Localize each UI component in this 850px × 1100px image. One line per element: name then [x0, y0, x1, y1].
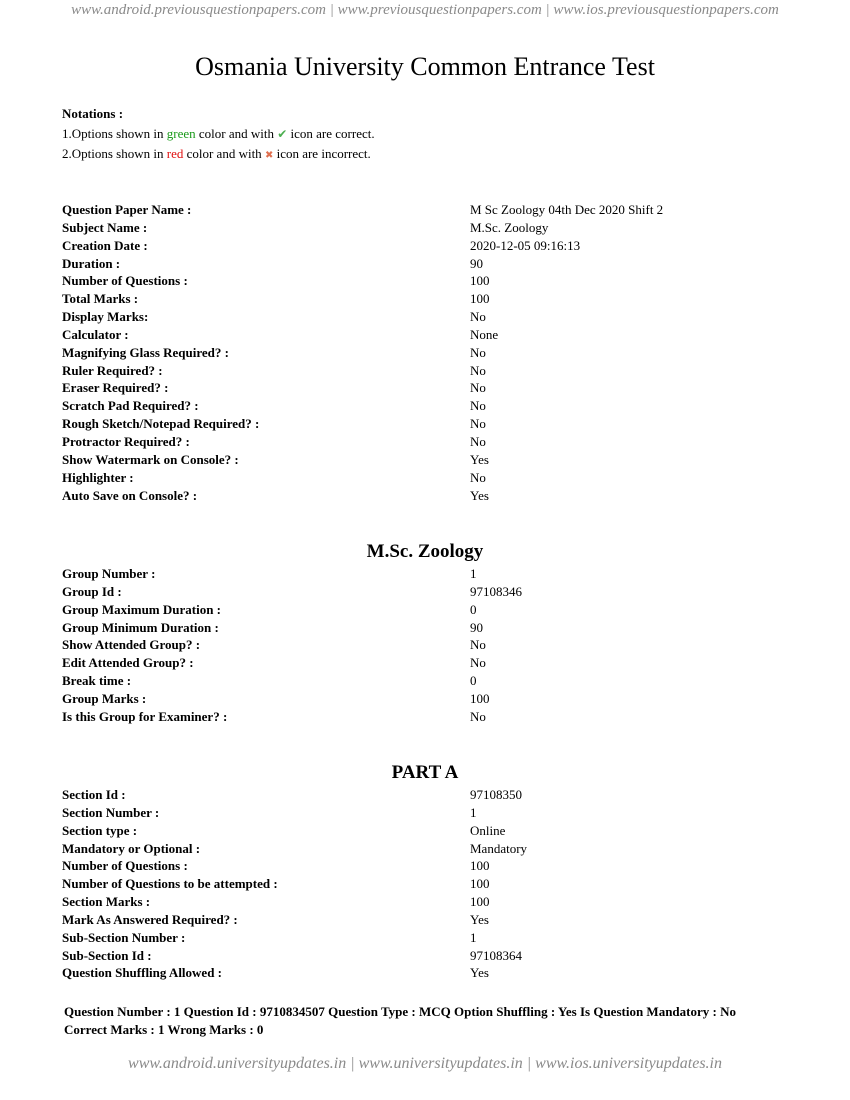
info-value: Yes	[470, 451, 489, 467]
info-row	[62, 911, 782, 929]
info-label: Duration :	[62, 255, 121, 271]
info-value: 2020-12-05 09:16:13	[470, 237, 581, 253]
info-value: 100	[470, 291, 490, 307]
info-row	[62, 344, 782, 362]
info-label: Mandatory or Optional :	[62, 840, 201, 856]
note-text: color and with	[195, 125, 278, 141]
info-label: Scratch Pad Required? :	[62, 398, 199, 414]
info-label: Section Marks :	[62, 894, 151, 910]
info-label: Total Marks :	[62, 291, 139, 307]
info-row	[62, 804, 782, 822]
info-value: M.Sc. Zoology	[470, 219, 549, 235]
info-label: Group Minimum Duration :	[62, 619, 219, 635]
info-label: Protractor Required? :	[62, 433, 190, 449]
info-label: Show Watermark on Console? :	[62, 451, 239, 467]
info-value: 97108346	[470, 583, 522, 599]
info-value: No	[470, 380, 486, 396]
note-text: 1.Options shown in	[62, 125, 167, 141]
group-info-table	[62, 565, 782, 726]
info-row	[62, 875, 782, 893]
info-row	[62, 255, 782, 273]
info-label: Group Number :	[62, 566, 156, 581]
info-value: 90	[470, 619, 483, 635]
info-label: Section Id :	[62, 787, 126, 802]
info-row	[62, 272, 782, 290]
info-label: Subject Name :	[62, 219, 148, 235]
info-value: 100	[470, 690, 490, 706]
info-value: Yes	[470, 965, 489, 981]
info-label: Creation Date :	[62, 237, 148, 253]
info-label: Mark As Answered Required? :	[62, 911, 238, 927]
info-value: 97108350	[470, 787, 522, 802]
info-row	[62, 415, 782, 433]
info-row	[62, 219, 782, 237]
info-row	[62, 237, 782, 255]
note-text: color and with	[183, 146, 265, 161]
info-value: Yes	[470, 911, 489, 927]
section-title: PART A	[391, 762, 459, 783]
info-label: Edit Attended Group? :	[62, 655, 194, 671]
group-title: M.Sc. Zoology	[366, 541, 484, 562]
cross-icon: ✖	[264, 150, 274, 161]
question-meta: Question Number : 1 Question Id : 9710834507 Question Type : MCQ Option Shuffling : Yes Is Question Mandatory : No	[64, 1004, 736, 1019]
info-row	[62, 690, 782, 708]
info-row	[62, 708, 782, 726]
info-value: Yes	[470, 487, 489, 503]
info-value: No	[470, 655, 486, 671]
info-value: Mandatory	[470, 840, 528, 856]
info-value: 100	[470, 894, 490, 910]
info-value: No	[470, 708, 486, 724]
info-value: 0	[470, 673, 477, 689]
red-word: red	[166, 146, 184, 161]
info-value: No	[470, 469, 486, 485]
info-value: 1	[470, 929, 477, 945]
info-label: Group Marks :	[62, 690, 147, 706]
info-value: No	[470, 433, 486, 449]
info-row	[62, 487, 782, 505]
info-row	[62, 893, 782, 911]
note-text: icon are incorrect.	[273, 146, 371, 161]
info-row	[62, 565, 782, 583]
info-row	[62, 857, 782, 875]
info-label: Rough Sketch/Notepad Required? :	[62, 416, 260, 432]
info-row	[62, 451, 782, 469]
info-value: 0	[470, 601, 477, 617]
info-label: Highlighter :	[62, 469, 134, 485]
info-label: Question Shuffling Allowed :	[62, 965, 223, 981]
paper-info-table	[62, 201, 782, 504]
info-row	[62, 786, 782, 804]
info-row	[62, 654, 782, 672]
info-value: 97108364	[470, 947, 522, 963]
info-label: Sub-Section Id :	[62, 947, 152, 963]
info-row	[62, 964, 782, 982]
info-label: Eraser Required? :	[62, 380, 169, 396]
info-label: Is this Group for Examiner? :	[62, 708, 228, 724]
info-row	[62, 379, 782, 397]
info-value: 1	[470, 566, 477, 581]
info-row	[62, 362, 782, 380]
info-value: Online	[470, 822, 506, 838]
info-row	[62, 929, 782, 947]
info-value: 100	[470, 858, 490, 874]
note-text: icon are correct.	[287, 125, 375, 141]
info-row	[62, 840, 782, 858]
info-value: 100	[470, 876, 490, 892]
info-label: Group Id :	[62, 583, 122, 599]
info-value: 90	[470, 255, 483, 271]
info-row	[62, 201, 782, 219]
question-header	[64, 1003, 736, 1039]
info-label: Magnifying Glass Required? :	[62, 344, 229, 360]
info-row	[62, 672, 782, 690]
info-label: Ruler Required? :	[62, 362, 163, 378]
info-row	[62, 636, 782, 654]
question-marks: Correct Marks : 1 Wrong Marks : 0	[64, 1022, 264, 1037]
note-text: 2.Options shown in	[62, 146, 167, 161]
page-title: Osmania University Common Entrance Test	[195, 52, 655, 81]
info-label: Sub-Section Number :	[62, 929, 186, 945]
info-value: No	[470, 344, 486, 360]
notations-heading: Notations :	[62, 106, 124, 121]
info-row	[62, 822, 782, 840]
info-value: M Sc Zoology 04th Dec 2020 Shift 2	[470, 202, 664, 217]
info-value: No	[470, 398, 486, 414]
info-row	[62, 326, 782, 344]
info-value: 100	[470, 273, 490, 289]
info-label: Number of Questions to be attempted :	[62, 876, 278, 892]
info-row	[62, 397, 782, 415]
info-value: 1	[470, 804, 477, 820]
info-row	[62, 308, 782, 326]
info-row	[62, 601, 782, 619]
info-label: Group Maximum Duration :	[62, 601, 222, 617]
info-value: No	[470, 362, 486, 378]
info-row	[62, 290, 782, 308]
info-row	[62, 433, 782, 451]
info-label: Number of Questions :	[62, 858, 188, 874]
section-info-table	[62, 786, 782, 982]
watermark-top: www.android.previousquestionpapers.com | www.previousquestionpapers.com | www.ios.previousquestionpapers.com	[71, 2, 779, 18]
info-label: Section Number :	[62, 804, 160, 820]
info-label: Auto Save on Console? :	[62, 487, 198, 503]
info-label: Question Paper Name :	[62, 202, 192, 217]
info-label: Display Marks:	[62, 309, 149, 325]
info-label: Show Attended Group? :	[62, 637, 201, 653]
info-row	[62, 583, 782, 601]
green-word: green	[166, 125, 196, 141]
notations	[62, 104, 375, 166]
info-value: No	[470, 416, 486, 432]
info-label: Calculator :	[62, 326, 129, 342]
info-row	[62, 947, 782, 965]
watermark-bottom: www.android.universityupdates.in | www.universityupdates.in | www.ios.universityupdates.in	[128, 1055, 722, 1072]
info-row	[62, 469, 782, 487]
info-value: None	[470, 326, 499, 342]
checkmark-icon: ✔	[277, 126, 288, 141]
info-label: Section type :	[62, 822, 138, 838]
info-label: Number of Questions :	[62, 273, 188, 289]
info-label: Break time :	[62, 673, 132, 689]
info-row	[62, 619, 782, 637]
info-value: No	[470, 309, 486, 325]
info-value: No	[470, 637, 486, 653]
